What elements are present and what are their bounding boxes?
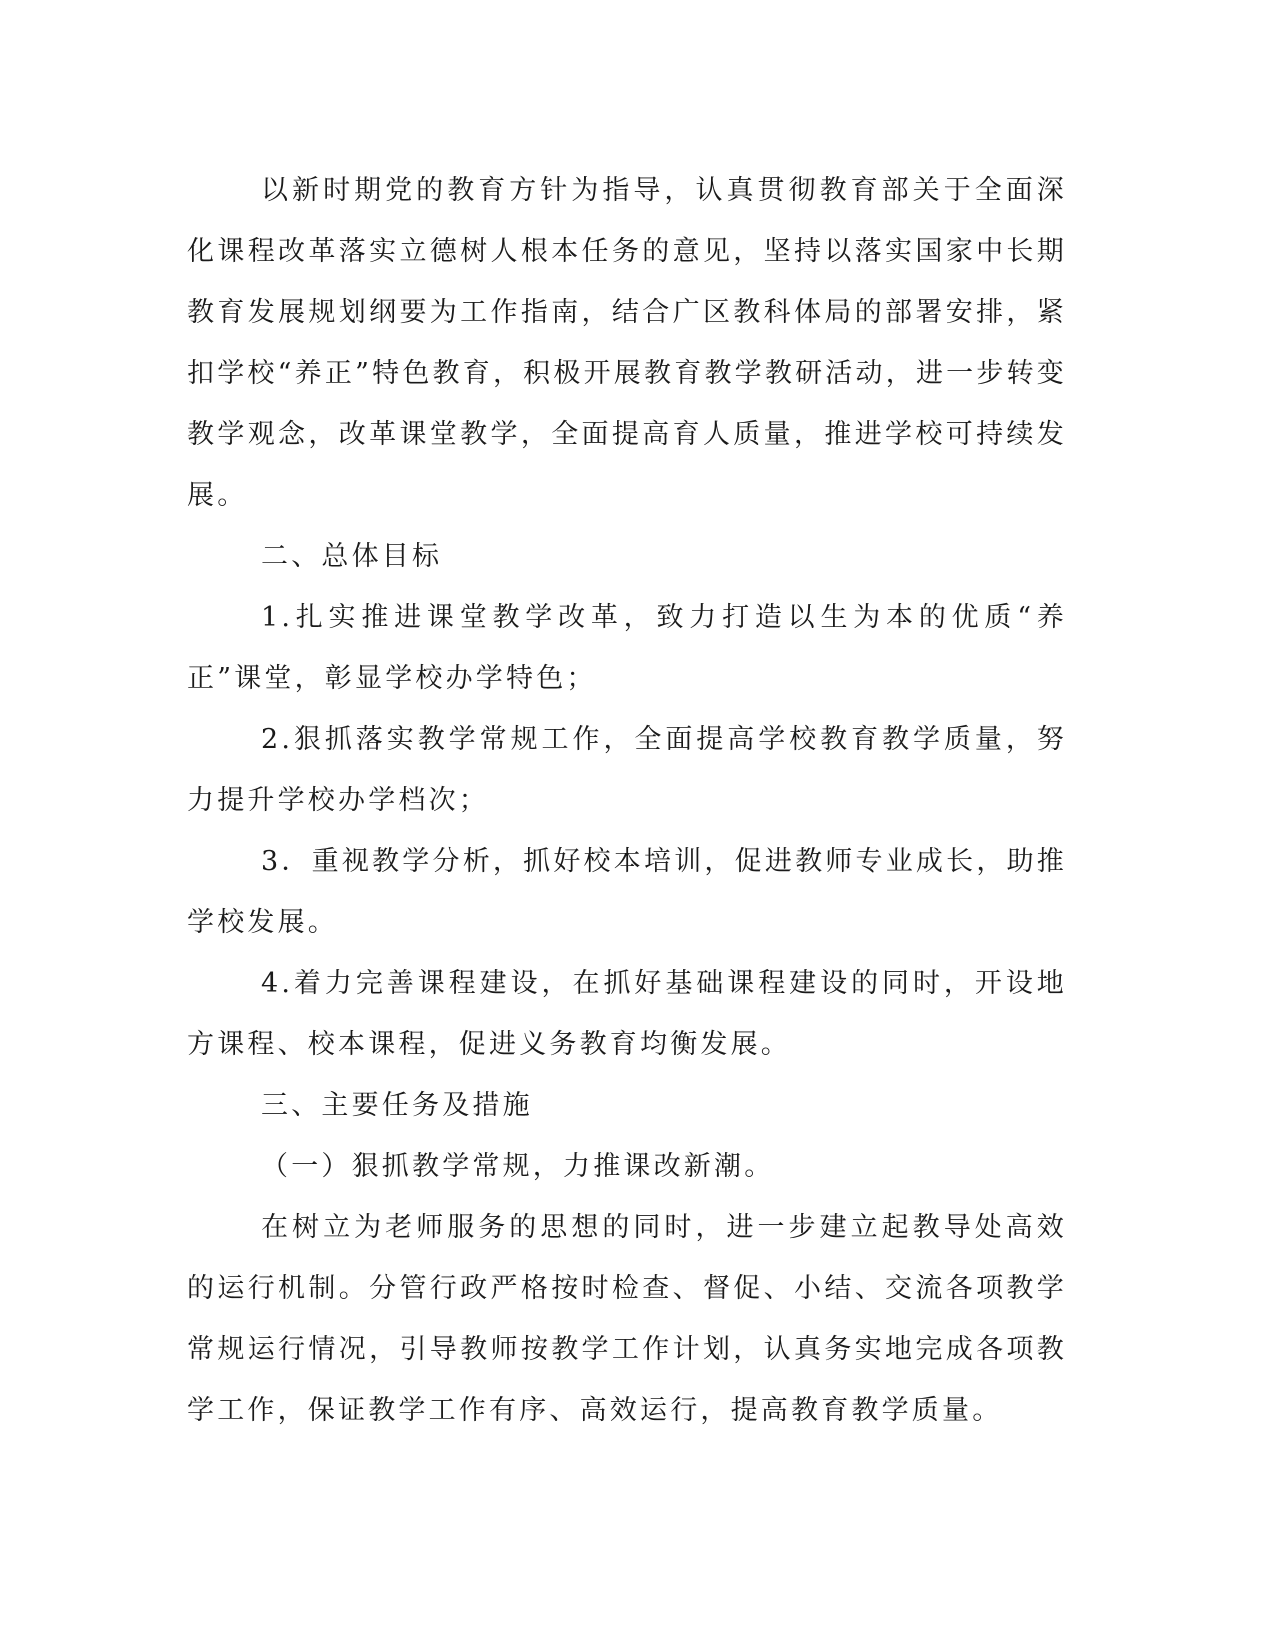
document-body [187,160,1067,1441]
goal-item-4: 4.着力完善课程建设，在抓好基础课程建设的同时，开设地方课程、校本课程，促进义务教育均衡发展。 [187,968,1067,1060]
goal-item-1: 1.扎实推进课堂教学改革，致力打造以生为本的优质“养正”课堂，彰显学校办学特色； [187,602,1067,694]
section-heading-overall-goals: 二、总体目标 [261,541,443,572]
paragraph-guiding-principle: 以新时期党的教育方针为指导，认真贯彻教育部关于全面深化课程改革落实立德树人根本任务的意见，坚持以落实国家中长期教育发展规划纲要为工作指南，结合广区教科体局的部署安排，紧扣学校“养正”特色教育，积极开展教育教学教研活动，进一步转变教学观念，改革课堂教学，全面提高育人质量，推进学校可持续发展。 [187,175,1067,511]
section-heading-main-tasks: 三、主要任务及措施 [261,1090,533,1121]
paragraph-teaching-routine: 在树立为老师服务的思想的同时，进一步建立起教导处高效的运行机制。分管行政严格按时检查、督促、小结、交流各项教学常规运行情况，引导教师按教学工作计划，认真务实地完成各项教学工作，保证教学工作有序、高效运行，提高教育教学质量。 [187,1212,1067,1426]
subsection-heading-1: （一）狠抓教学常规，力推课改新潮。 [261,1151,775,1182]
goal-item-2: 2.狠抓落实教学常规工作，全面提高学校教育教学质量，努力提升学校办学档次； [187,724,1067,816]
goal-item-3: 3．重视教学分析，抓好校本培训，促进教师专业成长，助推学校发展。 [187,846,1067,938]
